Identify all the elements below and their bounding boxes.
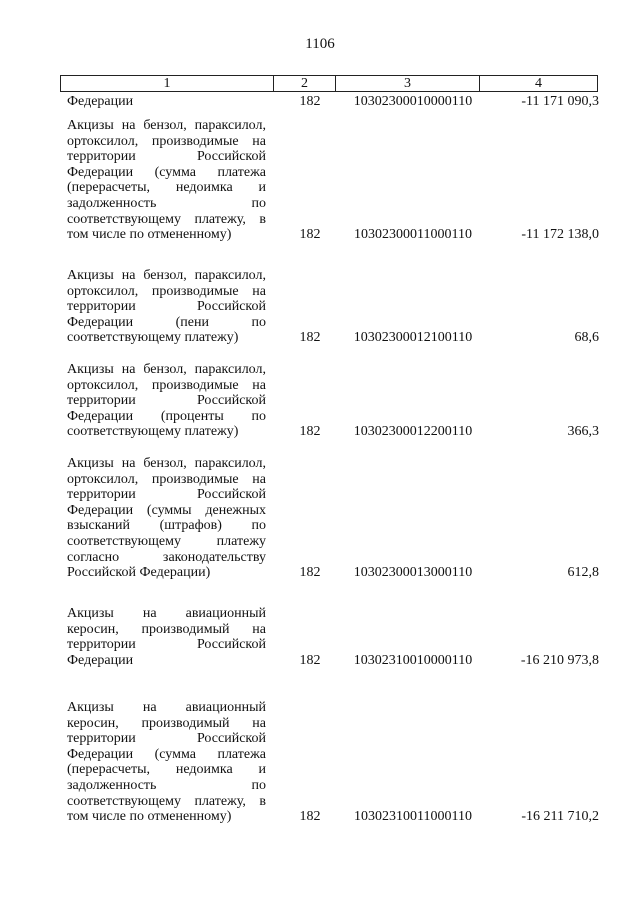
description-line: соответствующему платежу): [67, 424, 239, 440]
row-kbk: 10302310011000110: [354, 809, 472, 825]
row-code: 182: [299, 330, 321, 346]
description-line: территории Российской: [67, 299, 266, 315]
row-kbk: 10302310010000110: [353, 652, 473, 668]
description-line: керосин, производимый на: [67, 621, 266, 637]
description-line: Федерации (пени по: [67, 314, 266, 330]
row-amount: 366,3: [567, 424, 599, 440]
row-code: 182: [299, 809, 321, 825]
description-line: керосин, производимый на: [67, 715, 266, 731]
description-line: Федерации (сумма платежа: [67, 164, 266, 180]
description-line: задолженность по: [67, 195, 266, 211]
row-kbk: 10302300010000110: [353, 94, 473, 109]
row-kbk: 10302300012200110: [353, 424, 473, 440]
row-description: [67, 118, 266, 243]
row-description: [67, 94, 266, 110]
row-amount: -11 171 090,3: [521, 94, 599, 109]
description-line: Акцизы на авиационный: [67, 606, 266, 621]
column-header-3: 3: [336, 76, 480, 91]
description-line: Акцизы на бензол, параксилол,: [67, 268, 266, 283]
description-line: ортоксилол, производимые на: [67, 471, 266, 487]
description-line: соответствующему платежу, в: [67, 793, 266, 809]
table-header: [60, 75, 598, 92]
description-line: ортоксилол, производимые на: [67, 377, 266, 393]
description-line: Российской Федерации): [67, 565, 211, 581]
row-kbk: 10302300013000110: [353, 565, 473, 581]
row-amount: 68,6: [574, 330, 599, 346]
row-amount: -16 211 710,2: [521, 809, 599, 825]
row-description: [67, 362, 266, 440]
description-line: (перерасчеты, недоимка и: [67, 762, 266, 778]
row-description: [67, 268, 266, 346]
row-amount: -11 172 138,0: [521, 227, 599, 243]
description-line: Федерации (проценты по: [67, 408, 266, 424]
description-line: Акцизы на бензол, параксилол,: [67, 118, 266, 133]
description-line: (перерасчеты, недоимка и: [67, 180, 266, 196]
row-code: 182: [299, 565, 321, 581]
page-number: 1106: [305, 36, 335, 52]
description-line: территории Российской: [67, 487, 266, 503]
description-line: том числе по отмененному): [67, 809, 232, 825]
description-line: территории Российской: [67, 149, 266, 165]
row-amount: -16 210 973,8: [520, 652, 599, 668]
row-kbk: 10302300011000110: [354, 227, 472, 243]
row-description: [67, 606, 266, 668]
description-line: взысканий (штрафов) по: [67, 518, 266, 534]
description-line: Акцизы на бензол, параксилол,: [67, 362, 266, 377]
row-code: 182: [299, 227, 321, 243]
row-code: 182: [299, 94, 321, 109]
description-line: задолженность по: [67, 777, 266, 793]
description-line: Акцизы на бензол, параксилол,: [67, 456, 266, 471]
row-code: 182: [299, 424, 321, 440]
description-line: ортоксилол, производимые на: [67, 283, 266, 299]
description-line: территории Российской: [67, 393, 266, 409]
description-line: соответствующему платежу, в: [67, 211, 266, 227]
row-amount: 612,8: [567, 565, 599, 581]
description-line: соответствующему платежу: [67, 533, 266, 549]
column-header-4: 4: [535, 76, 542, 91]
row-description: [67, 700, 266, 825]
description-line: территории Российской: [67, 637, 266, 653]
column-header-2: 2: [274, 76, 336, 91]
description-line: Федерации (сумма платежа: [67, 746, 266, 762]
description-line: территории Российской: [67, 731, 266, 747]
description-line: согласно законодательству: [67, 549, 266, 565]
row-kbk: 10302300012100110: [353, 330, 473, 346]
description-line: Акцизы на авиационный: [67, 700, 266, 715]
row-description: [67, 456, 266, 581]
column-header-1: 1: [61, 76, 274, 91]
description-line: соответствующему платежу): [67, 330, 239, 346]
description-line: том числе по отмененному): [67, 227, 232, 243]
description-line: Федерации: [67, 94, 134, 109]
description-line: Федерации: [67, 652, 134, 668]
description-line: Федерации (суммы денежных: [67, 502, 266, 518]
row-code: 182: [299, 652, 321, 668]
description-line: ортоксилол, производимые на: [67, 133, 266, 149]
